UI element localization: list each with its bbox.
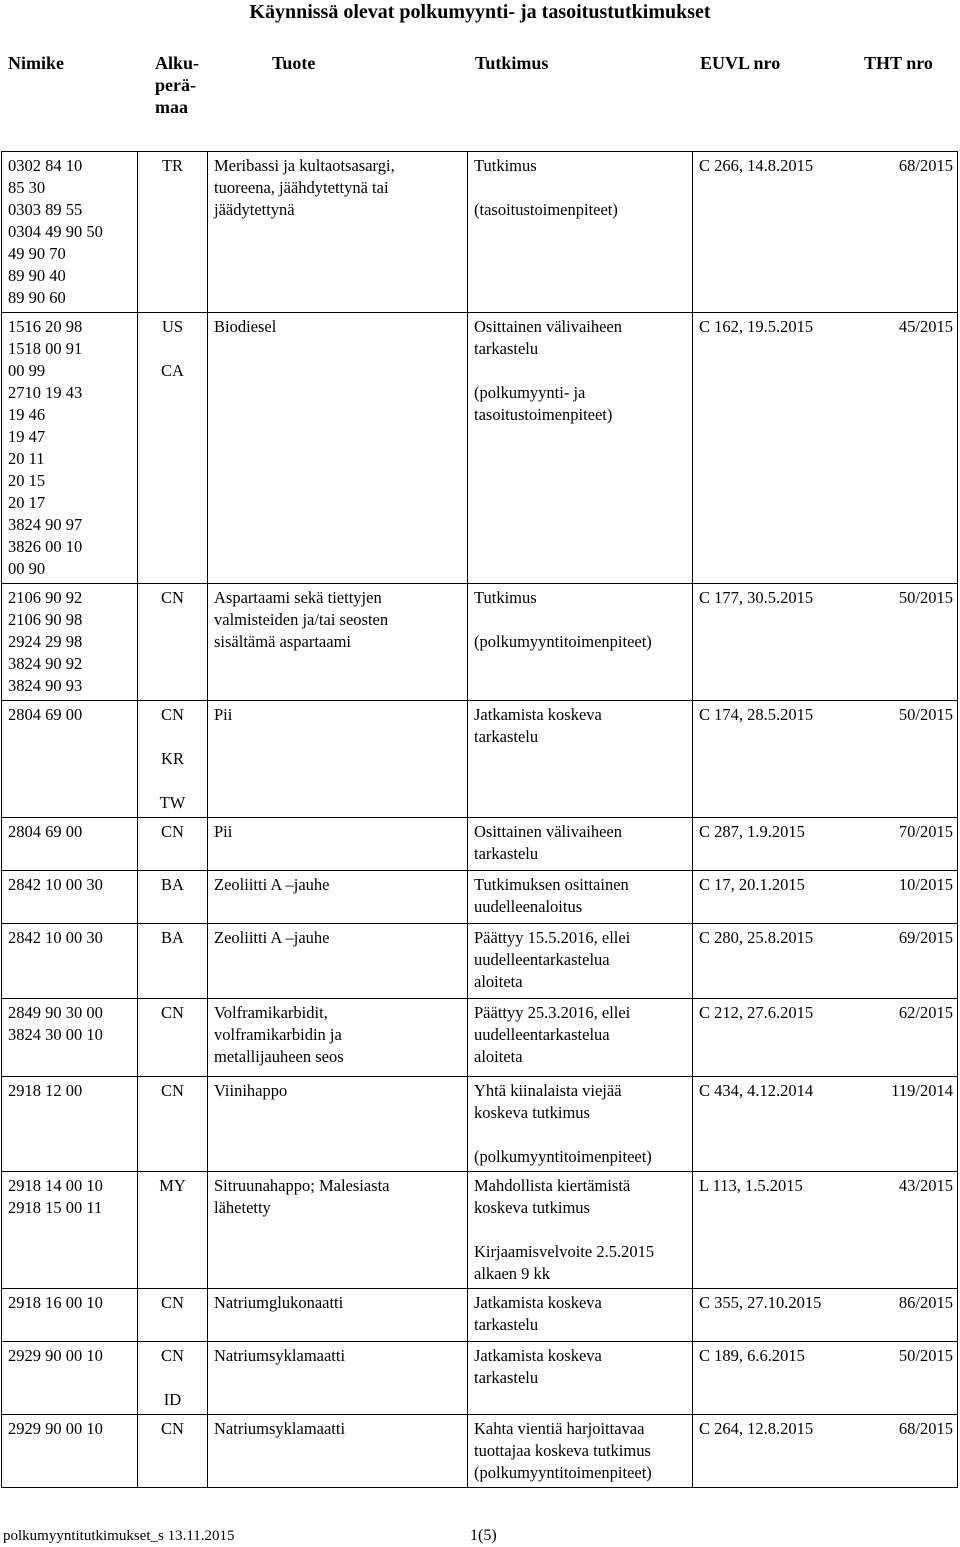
product-cell — [208, 1415, 468, 1488]
reference-cell — [693, 871, 958, 924]
tht-number: 69/2015 — [898, 928, 953, 947]
origin-cell-text: CN KR TW — [159, 705, 186, 812]
investigation-cell-text: Päättyy 15.5.2016, ellei uudelleentarkastelua aloiteta — [474, 928, 631, 991]
origin-cell — [138, 818, 208, 871]
cn-codes-cell — [2, 313, 138, 584]
euvl-number: C 280, 25.8.2015 — [699, 928, 814, 947]
origin-cell — [138, 924, 208, 999]
product-cell — [208, 999, 468, 1077]
table-row — [2, 871, 958, 924]
reference-cell — [693, 1342, 958, 1415]
cn-codes-cell-text: 2842 10 00 30 — [8, 875, 103, 894]
euvl-number: C 177, 30.5.2015 — [699, 588, 814, 607]
header-alkuperamaa: Alku- perä- maa — [155, 53, 200, 117]
page-title: Käynnissä olevat polkumyynti- ja tasoitustutkimukset — [249, 1, 711, 23]
origin-cell — [138, 701, 208, 818]
tht-number: 70/2015 — [898, 822, 953, 841]
investigation-cell — [468, 1415, 693, 1488]
tht-number: 43/2015 — [898, 1176, 953, 1195]
product-cell — [208, 1289, 468, 1342]
origin-cell — [138, 584, 208, 701]
header-tht: THT nro — [864, 53, 933, 73]
investigation-cell — [468, 924, 693, 999]
header-tutkimus: Tutkimus — [475, 53, 549, 73]
reference-cell — [693, 818, 958, 871]
product-cell — [208, 313, 468, 584]
footer-filename: polkumyyntitutkimukset_s 13.11.2015 — [3, 1528, 235, 1544]
table-row — [2, 1172, 958, 1289]
product-cell-text: Zeoliitti A –jauhe — [214, 875, 330, 894]
tht-number: 68/2015 — [898, 1419, 953, 1438]
tht-number: 119/2014 — [891, 1081, 953, 1100]
investigation-cell — [468, 1077, 693, 1172]
header-euvl: EUVL nro — [700, 53, 781, 73]
origin-cell-text: CN — [161, 1419, 184, 1438]
tht-number: 50/2015 — [898, 705, 953, 724]
product-cell — [208, 818, 468, 871]
product-cell-text: Meribassi ja kultaotsasargi, tuoreena, jäähdytettynä tai jäädytettynä — [214, 156, 395, 219]
product-cell-text: Zeoliitti A –jauhe — [214, 928, 330, 947]
cn-codes-cell-text: 2929 90 00 10 — [8, 1346, 103, 1365]
table-row — [2, 818, 958, 871]
origin-cell-text: CN ID — [161, 1346, 184, 1409]
product-cell-text: Pii — [214, 705, 233, 724]
euvl-number: C 434, 4.12.2014 — [699, 1081, 814, 1100]
product-cell-text: Natriumsyklamaatti — [214, 1346, 346, 1365]
table-row — [2, 924, 958, 999]
cn-codes-cell — [2, 924, 138, 999]
investigation-cell — [468, 1289, 693, 1342]
euvl-number: C 189, 6.6.2015 — [699, 1346, 805, 1365]
cn-codes-cell — [2, 1342, 138, 1415]
cn-codes-cell-text: 0302 84 10 85 30 0303 89 55 0304 49 90 50 49 90 70 89 90 40 89 90 60 — [8, 156, 103, 307]
reference-cell — [693, 924, 958, 999]
euvl-number: C 287, 1.9.2015 — [699, 822, 805, 841]
origin-cell-text: BA — [161, 928, 184, 947]
table-row — [2, 313, 958, 584]
product-cell-text: Pii — [214, 822, 233, 841]
table-row — [2, 1415, 958, 1488]
investigation-cell — [468, 313, 693, 584]
tht-number: 68/2015 — [898, 156, 953, 175]
table-row — [2, 701, 958, 818]
investigation-cell-text: Osittainen välivaiheen tarkastelu (polkumyynti- ja tasoitustoimenpiteet) — [474, 317, 622, 424]
table-row — [2, 1342, 958, 1415]
product-cell-text: Biodiesel — [214, 317, 277, 336]
origin-cell-text: CN — [161, 1293, 184, 1312]
product-cell — [208, 152, 468, 313]
header-nimike: Nimike — [8, 53, 64, 73]
cn-codes-cell-text: 2849 90 30 00 3824 30 00 10 — [8, 1003, 103, 1044]
product-cell-text: Natriumsyklamaatti — [214, 1419, 346, 1438]
reference-cell — [693, 1172, 958, 1289]
origin-cell-text: CN — [161, 1081, 184, 1100]
origin-cell — [138, 1077, 208, 1172]
investigations-table — [1, 151, 958, 1488]
cn-codes-cell-text: 2918 12 00 — [8, 1081, 83, 1100]
cn-codes-cell — [2, 999, 138, 1077]
cn-codes-cell-text: 2804 69 00 — [8, 822, 83, 841]
reference-cell — [693, 313, 958, 584]
origin-cell — [138, 1415, 208, 1488]
euvl-number: L 113, 1.5.2015 — [699, 1176, 803, 1195]
investigation-cell — [468, 152, 693, 313]
investigation-cell-text: Yhtä kiinalaista viejää koskeva tutkimus (polkumyyntitoimenpiteet) — [474, 1081, 652, 1166]
investigation-cell-text: Jatkamista koskeva tarkastelu — [474, 1293, 602, 1334]
cn-codes-cell — [2, 871, 138, 924]
euvl-number: C 212, 27.6.2015 — [699, 1003, 814, 1022]
investigation-cell — [468, 871, 693, 924]
euvl-number: C 17, 20.1.2015 — [699, 875, 805, 894]
cn-codes-cell-text: 1516 20 98 1518 00 91 00 99 2710 19 43 19 46 19 47 20 11 20 15 20 17 3824 90 97 3826 00 10 00 90 — [8, 317, 83, 578]
tht-number: 50/2015 — [898, 588, 953, 607]
origin-cell-text: MY — [159, 1176, 186, 1195]
product-cell — [208, 584, 468, 701]
product-cell-text: Viinihappo — [214, 1081, 288, 1100]
origin-cell-text: TR — [161, 156, 184, 175]
table-row — [2, 1077, 958, 1172]
table-body — [2, 152, 958, 1488]
product-cell — [208, 701, 468, 818]
origin-cell — [138, 1172, 208, 1289]
cn-codes-cell — [2, 1077, 138, 1172]
euvl-number: C 162, 19.5.2015 — [699, 317, 814, 336]
reference-cell — [693, 1077, 958, 1172]
investigation-cell-text: Tutkimus (tasoitustoimenpiteet) — [474, 156, 618, 219]
cn-codes-cell — [2, 818, 138, 871]
investigation-cell-text: Kahta vientiä harjoittavaa tuottajaa koskeva tutkimus (polkumyyntitoimenpiteet) — [474, 1419, 652, 1482]
investigation-cell-text: Osittainen välivaiheen tarkastelu — [474, 822, 622, 863]
cn-codes-cell-text: 2918 14 00 10 2918 15 00 11 — [8, 1176, 103, 1217]
investigation-cell-text: Päättyy 25.3.2016, ellei uudelleentarkastelua aloiteta — [474, 1003, 631, 1066]
origin-cell-text: CN — [161, 822, 184, 841]
origin-cell-text: CN — [161, 588, 184, 607]
investigation-cell-text: Jatkamista koskeva tarkastelu — [474, 1346, 602, 1387]
footer-page-number: 1(5) — [470, 1527, 497, 1544]
cn-codes-cell-text: 2106 90 92 2106 90 98 2924 29 98 3824 90 92 3824 90 93 — [8, 588, 83, 695]
product-cell-text: Aspartaami sekä tiettyjen valmisteiden ja/tai seosten sisältämä aspartaami — [214, 588, 389, 651]
euvl-number: C 355, 27.10.2015 — [699, 1293, 822, 1312]
investigation-cell — [468, 701, 693, 818]
tht-number: 10/2015 — [898, 875, 953, 894]
cn-codes-cell-text: 2804 69 00 — [8, 705, 83, 724]
tht-number: 62/2015 — [898, 1003, 953, 1022]
product-cell-text: Sitruunahappo; Malesiasta lähetetty — [214, 1176, 390, 1217]
euvl-number: C 264, 12.8.2015 — [699, 1419, 814, 1438]
tht-number: 86/2015 — [898, 1293, 953, 1312]
investigation-cell — [468, 1342, 693, 1415]
origin-cell-text: BA — [161, 875, 184, 894]
cn-codes-cell — [2, 1289, 138, 1342]
tht-number: 50/2015 — [898, 1346, 953, 1365]
table-row — [2, 584, 958, 701]
table-row — [2, 152, 958, 313]
tht-number: 45/2015 — [898, 317, 953, 336]
origin-cell — [138, 1342, 208, 1415]
cn-codes-cell — [2, 584, 138, 701]
product-cell — [208, 871, 468, 924]
header-tuote: Tuote — [272, 53, 316, 73]
reference-cell — [693, 999, 958, 1077]
product-cell-text: Natriumglukonaatti — [214, 1293, 344, 1312]
investigation-cell-text: Tutkimus (polkumyyntitoimenpiteet) — [474, 588, 652, 651]
investigation-cell-text: Tutkimuksen osittainen uudelleenaloitus — [474, 875, 629, 916]
cn-codes-cell-text: 2842 10 00 30 — [8, 928, 103, 947]
reference-cell — [693, 1415, 958, 1488]
product-cell-text: Volframikarbidit, volframikarbidin ja metallijauheen seos — [214, 1003, 344, 1066]
euvl-number: C 174, 28.5.2015 — [699, 705, 814, 724]
cn-codes-cell — [2, 701, 138, 818]
reference-cell — [693, 152, 958, 313]
cn-codes-cell-text: 2929 90 00 10 — [8, 1419, 103, 1438]
origin-cell — [138, 313, 208, 584]
product-cell — [208, 1342, 468, 1415]
cn-codes-cell-text: 2918 16 00 10 — [8, 1293, 103, 1312]
investigation-cell — [468, 818, 693, 871]
investigation-cell-text: Mahdollista kiertämistä koskeva tutkimus Kirjaamisvelvoite 2.5.2015 alkaen 9 kk — [474, 1176, 655, 1283]
investigation-cell — [468, 1172, 693, 1289]
investigation-cell-text: Jatkamista koskeva tarkastelu — [474, 705, 602, 746]
cn-codes-cell — [2, 152, 138, 313]
origin-cell — [138, 871, 208, 924]
origin-cell — [138, 152, 208, 313]
origin-cell — [138, 1289, 208, 1342]
cn-codes-cell — [2, 1415, 138, 1488]
origin-cell — [138, 999, 208, 1077]
investigation-cell — [468, 584, 693, 701]
table-row — [2, 999, 958, 1077]
reference-cell — [693, 701, 958, 818]
investigation-cell — [468, 999, 693, 1077]
reference-cell — [693, 1289, 958, 1342]
reference-cell — [693, 584, 958, 701]
product-cell — [208, 924, 468, 999]
cn-codes-cell — [2, 1172, 138, 1289]
origin-cell-text: US CA — [161, 317, 184, 380]
euvl-number: C 266, 14.8.2015 — [699, 156, 814, 175]
table-row — [2, 1289, 958, 1342]
product-cell — [208, 1077, 468, 1172]
origin-cell-text: CN — [161, 1003, 184, 1022]
product-cell — [208, 1172, 468, 1289]
